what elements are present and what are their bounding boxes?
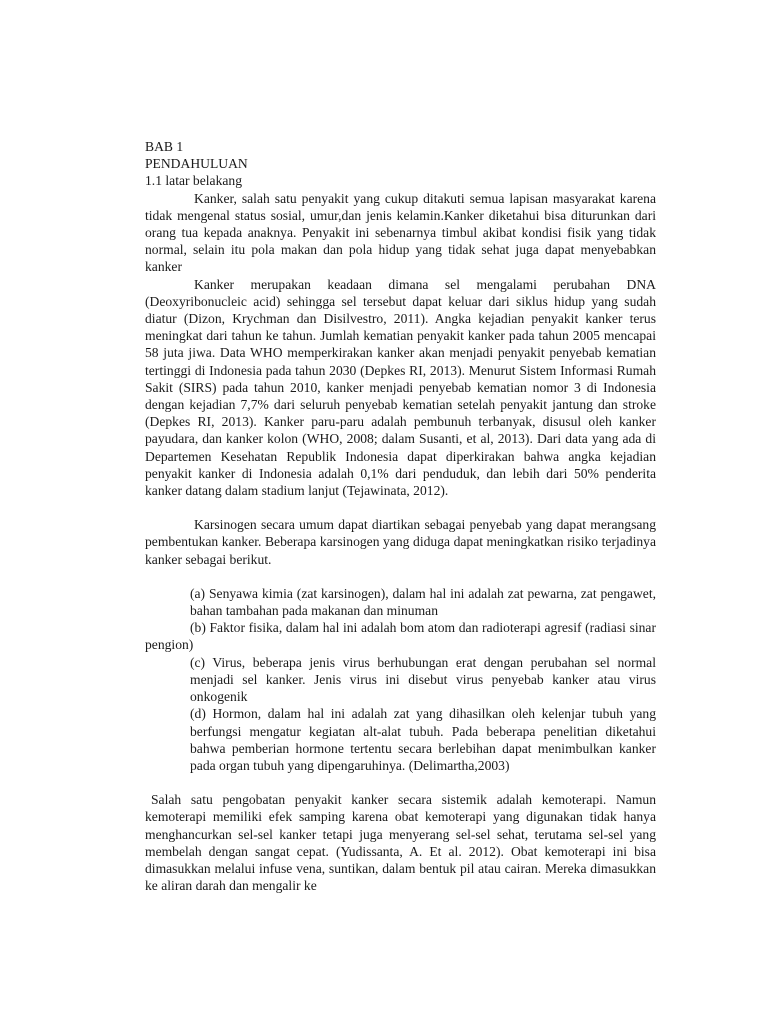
list-item: (b) Faktor fisika, dalam hal ini adalah bom atom dan radioterapi agresif (radiasi sinar pengion) [145,620,656,653]
paragraph-gap [145,568,656,585]
list-item: (d) Hormon, dalam hal ini adalah zat yang dihasilkan oleh kelenjar tubuh yang berfungsi mengatur kegiatan alt-alat tubuh. Pada beberapa penelitian diketahui bahwa pemberian hormone tertentu secara berlebihan dapat menimbulkan kanker pada organ tubuh yang dipengaruhinya. (Delimartha,2003) [190,706,656,773]
chapter-title: PENDAHULUAN [145,156,248,172]
paragraph-gap [145,499,656,516]
list-item: (a) Senyawa kimia (zat karsinogen), dalam hal ini adalah zat pewarna, zat pengawet, bahan tambahan pada makanan dan minuman [190,585,656,619]
paragraph-definition: Kanker merupakan keadaan dimana sel mengalami perubahan DNA (Deoxyribonucleic acid) sehingga sel tersebut dapat keluar dari siklus hidup yang sudah diatur (Dizon, Krychman dan Disilvestro, 2011). Angka kejadian penyakit kanker terus meningkat dari tahun ke tahun. Jumlah kematian penyakit kanker pada tahun 2005 mencapai 58 juta jiwa. Data WHO memperkirakan kanker akan menjadi penyakit penyebab kematian tertinggi di Indonesia pada tahun 2030 (Depkes RI, 2013). Menurut Sistem Informasi Rumah Sakit (SIRS) pada tahun 2010, kanker menjadi penyebab kematian nomor 3 di Indonesia dengan kejadian 7,7% dari seluruh penyebab kematian setelah penyakit jantung dan stroke (Depkes RI, 2013). Kanker paru-paru adalah pembunuh terbanyak, disusul oleh kanker payudara, dan kanker kolon (WHO, 2008; dalam Susanti, et al, 2013). Dari data yang ada di Departemen Kesehatan Republik Indonesia dapat diperkirakan bahwa angka kejadian penyakit kanker di Indonesia adalah 0,1% dari penduduk, dan lebih dari 50% penderita kanker datang dalam stadium lanjut (Tejawinata, 2012). [145,276,656,499]
chapter-label: BAB 1 [145,139,184,154]
paragraph-carcinogen: Karsinogen secara umum dapat diartikan sebagai penyebab yang dapat merangsang pembentukan kanker. Beberapa karsinogen yang diduga dapat meningkatkan risiko terjadinya kanker sebagai berikut. [145,517,656,567]
carcinogen-list [145,585,656,774]
list-item: (c) Virus, beberapa jenis virus berhubungan erat dengan perubahan sel normal menjadi sel kanker. Jenis virus ini disebut virus penyebab kanker atau virus onkogenik [190,654,656,705]
paragraph-intro: Kanker, salah satu penyakit yang cukup ditakuti semua lapisan masyarakat karena tidak mengenal status sosial, umur,dan jenis kelamin.Kanker diketahui bisa diturunkan dari orang tua kepada anaknya. Penyakit ini sebenarnya timbul akibat kondisi fisik yang tidak normal, selain itu pola makan dan pola hidup yang tidak sehat juga dapat menyebabkan kanker [145,190,656,275]
paragraph-gap [145,774,656,791]
paragraph-chemotherapy: Salah satu pengobatan penyakit kanker secara sistemik adalah kemoterapi. Namun kemoterapi memiliki efek samping karena obat kemoterapi yang digunakan tidak hanya menghancurkan sel-sel kanker tetapi juga menyerang sel-sel sehat, terutama sel-sel yang membelah dengan sangat cepat. (Yudissanta, A. Et al. 2012). Obat kemoterapi ini bisa dimasukkan melalui infuse vena, suntikan, dalam bentuk pil atau cairan. Mereka dimasukkan ke aliran darah dan mengalir ke [145,792,656,894]
section-title: 1.1 latar belakang [145,173,243,189]
